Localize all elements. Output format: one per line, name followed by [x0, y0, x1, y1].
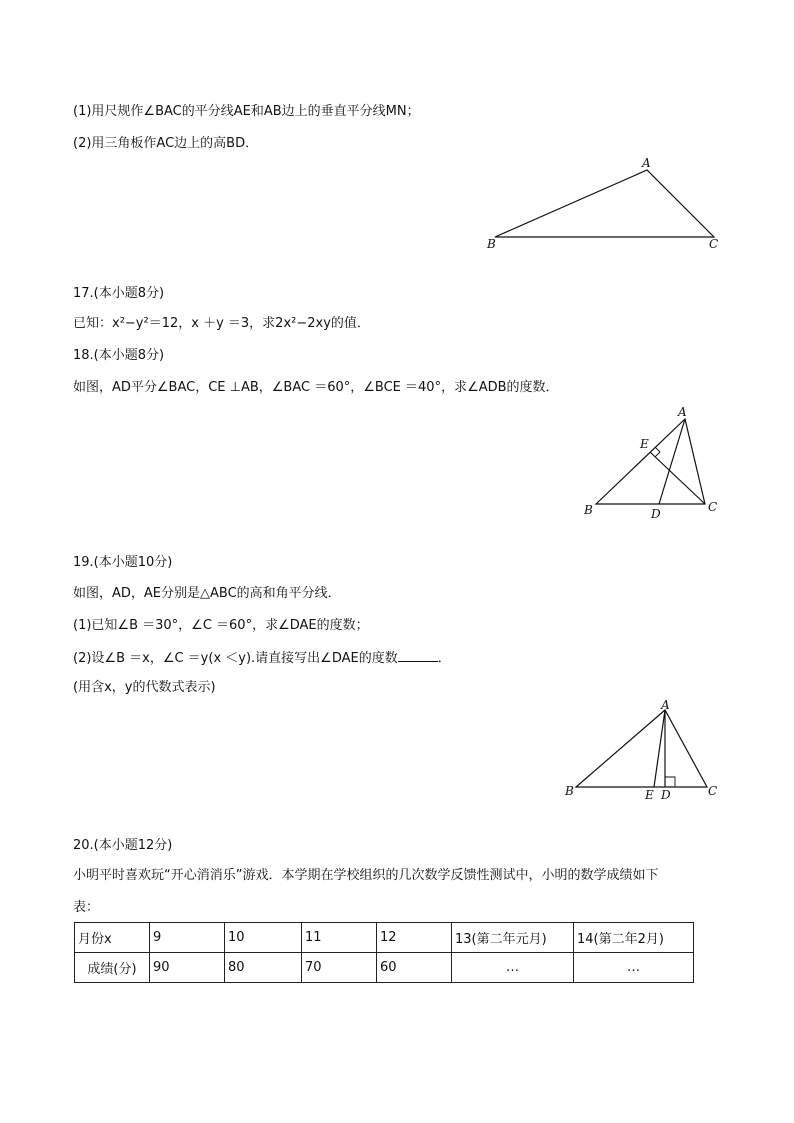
q19-triangle-figure [560, 700, 725, 805]
table-cell: 90 [150, 953, 225, 983]
segment-ae [654, 710, 665, 787]
q20-text-line1: 小明平时喜欢玩“开心消消乐”游戏．本学期在学校组织的几次数学反馈性测试中，小明的数学成绩如下 [73, 868, 659, 883]
table-row [75, 953, 694, 983]
q19-note: (用含x，y的代数式表示) [73, 680, 216, 695]
table-cell: 14(第二年2月) [574, 923, 694, 953]
label-b: B [565, 784, 574, 798]
q16-triangle-figure [480, 155, 730, 255]
right-angle-mark [655, 447, 660, 457]
label-a: A [678, 405, 687, 419]
table-cell: … [452, 953, 574, 983]
q16-part1: (1)用尺规作∠BAC的平分线AE和AB边上的垂直平分线MN； [73, 104, 420, 119]
q18-text: 如图，AD平分∠BAC，CE ⊥AB，∠BAC ＝60°，∠BCE ＝40°，求∠ADB的度数． [73, 380, 559, 395]
table-cell: 10 [225, 923, 302, 953]
label-b: B [487, 237, 496, 251]
q20-heading: 20.(本小题12分) [73, 838, 173, 853]
label-c: C [708, 784, 718, 798]
table-cell: 80 [225, 953, 302, 983]
table-cell: 9 [150, 923, 225, 953]
label-c: C [709, 237, 719, 251]
table-cell: 60 [377, 953, 452, 983]
triangle-abc [576, 710, 707, 787]
table-cell: 11 [302, 923, 377, 953]
q19-part2-text: (2)设∠B ＝x，∠C ＝y(x ＜y).请直接写出∠DAE的度数 [73, 651, 398, 666]
q19-part2 [73, 649, 451, 667]
label-a: A [661, 698, 670, 712]
segment-ce [650, 452, 705, 504]
answer-blank[interactable] [398, 649, 438, 662]
table-cell: 月份x [75, 923, 150, 953]
table-cell: … [574, 953, 694, 983]
q19-heading: 19.(本小题10分) [73, 555, 173, 570]
right-angle-mark [665, 777, 675, 787]
triangle-abc [495, 170, 714, 237]
label-e: E [640, 437, 649, 451]
q18-triangle-figure [575, 400, 725, 525]
label-b: B [584, 503, 593, 517]
table-cell: 12 [377, 923, 452, 953]
q17-text: 已知：x²−y²＝12，x ＋y ＝3，求2x²−2xy的值． [73, 316, 370, 331]
label-a: A [642, 156, 651, 170]
q16-part2: (2)用三角板作AC边上的高BD． [73, 136, 259, 151]
q18-heading: 18.(本小题8分) [73, 348, 165, 363]
table-cell: 成绩(分) [75, 953, 150, 983]
q19-text: 如图，AD，AE分别是△ABC的高和角平分线． [73, 586, 341, 601]
label-e: E [645, 788, 654, 802]
q19-part1: (1)已知∠B ＝30°，∠C ＝60°，求∠DAE的度数； [73, 618, 369, 633]
table-cell: 13(第二年元月) [452, 923, 574, 953]
q20-text-line2: 表： [73, 900, 100, 915]
score-table [74, 922, 694, 983]
q17-heading: 17.(本小题8分) [73, 286, 165, 301]
label-d: D [661, 788, 671, 802]
triangle-abc [596, 419, 705, 504]
label-d: D [651, 507, 661, 521]
table-cell: 70 [302, 953, 377, 983]
label-c: C [708, 500, 718, 514]
table-row [75, 923, 694, 953]
q19-part2-end: ． [437, 651, 451, 666]
